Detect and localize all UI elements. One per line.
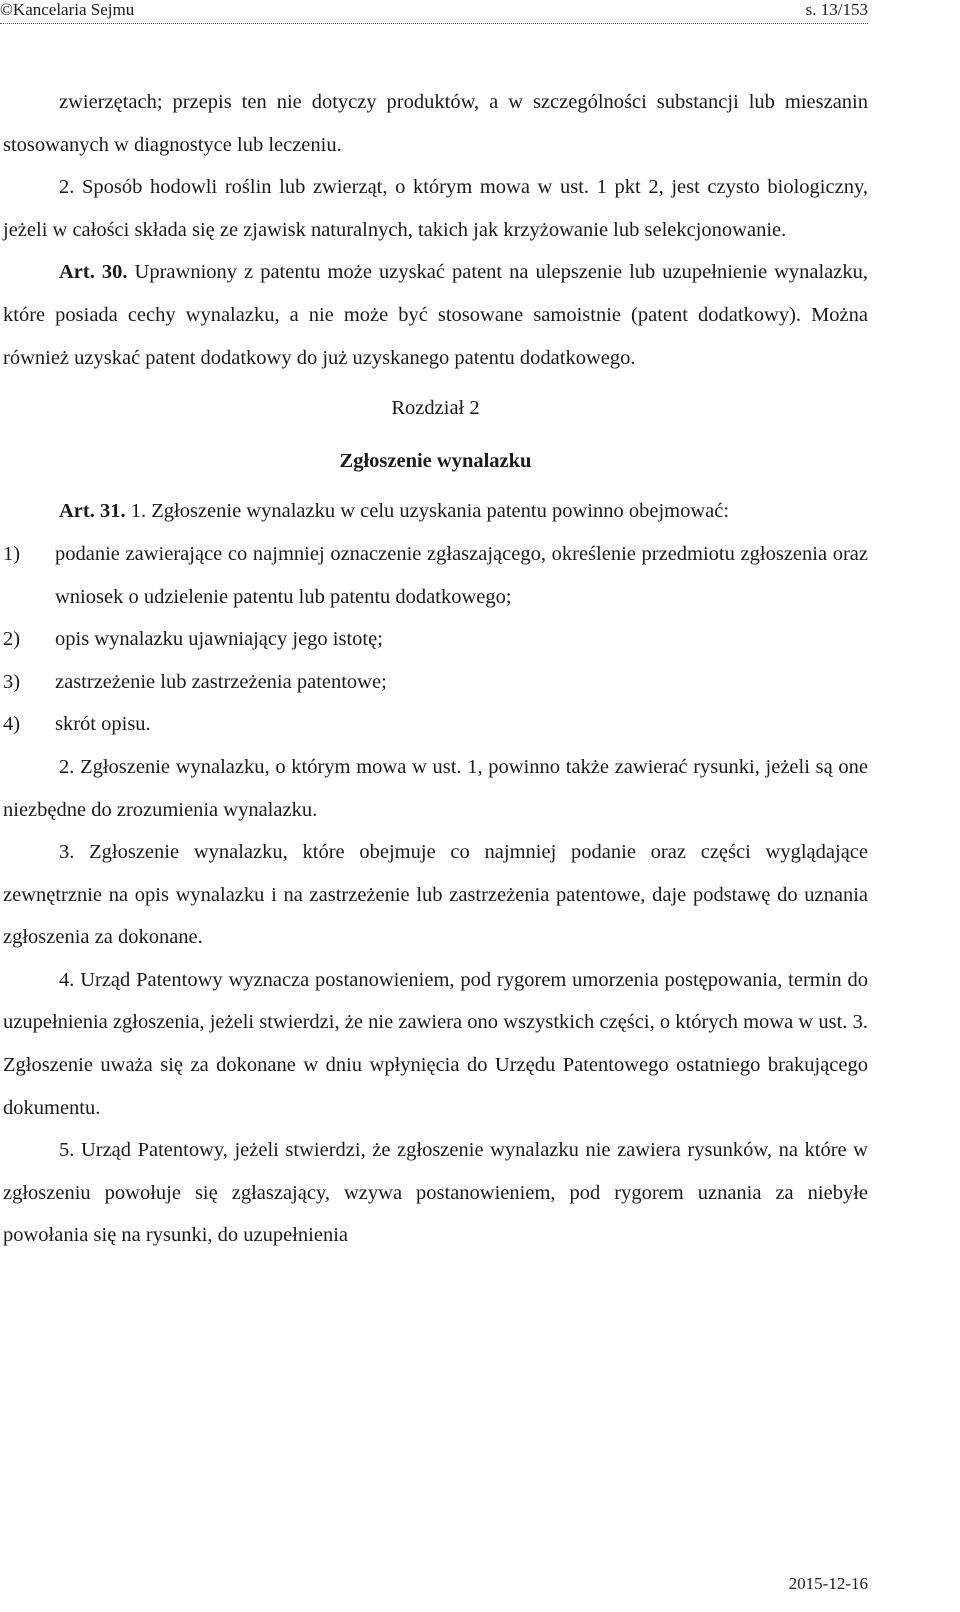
footer-date: 2015-12-16 <box>788 1574 868 1593</box>
list-item-number: 2) <box>3 628 21 651</box>
header-divider <box>0 23 868 24</box>
article-label: Art. 30. <box>59 261 128 284</box>
list-item-number: 4) <box>3 713 21 736</box>
list-item-number: 3) <box>3 670 21 693</box>
article-text: Uprawniony z patentu może uzyskać patent na ulepszenie lub uzupełnienie wynalazku, które posiada cechy wynalazku, a nie może być stosowane samoistnie (patent dodatkowy). Można również uzyskać patent dodatkowy do już uzyskanego patentu dodatkowego. <box>3 261 868 369</box>
publisher-label: ©Kancelaria Sejmu <box>0 0 135 19</box>
chapter-number: Rozdział 2 <box>391 397 480 420</box>
list-item-text: podanie zawierające co najmniej oznaczenie zgłaszającego, określenie przedmiotu zgłoszenia oraz wniosek o udzielenie patentu lub patentu dodatkowego; <box>55 542 868 608</box>
article-label: Art. 31. <box>59 500 126 523</box>
article-text: 1. Zgłoszenie wynalazku w celu uzyskania patentu powinno obejmować: <box>125 500 730 523</box>
page-header <box>0 0 868 24</box>
paragraph-ust-2: 2. Zgłoszenie wynalazku, o którym mowa w ust. 1, powinno także zawierać rysunki, jeżeli są one niezbędne do zrozumienia wynalazku. <box>3 755 868 821</box>
list-item-text: skrót opisu. <box>55 713 151 736</box>
list-item <box>3 661 868 704</box>
list-item <box>3 618 868 661</box>
page-number: s. 13/153 <box>805 0 868 19</box>
list-item-text: zastrzeżenie lub zastrzeżenia patentowe; <box>55 670 387 693</box>
list-item <box>3 703 868 746</box>
chapter-title: Zgłoszenie wynalazku <box>339 449 532 472</box>
paragraph-continued: zwierzętach; przepis ten nie dotyczy produktów, a w szczególności substancji lub mieszanin stosowanych w diagnostyce lub leczeniu. <box>3 91 868 156</box>
paragraph-ust-3: 3. Zgłoszenie wynalazku, które obejmuje co najmniej podanie oraz części wyglądające zewnętrznie na opis wynalazku i na zastrzeżenie lub zastrzeżenia patentowe, daje podstawę do uznania zgłoszenia za dokonane. <box>3 841 868 949</box>
document-body <box>3 81 868 1257</box>
list-item-text: opis wynalazku ujawniający jego istotę; <box>55 628 383 651</box>
paragraph-ust-4: 4. Urząd Patentowy wyznacza postanowieniem, pod rygorem umorzenia postępowania, termin do uzupełnienia zgłoszenia, jeżeli stwierdzi, że nie zawiera ono wszystkich części, o których mowa w ust. 3. Zgłoszenie uważa się za dokonane w dniu wpłynięcia do Urzędu Patentowego ostatniego brakującego dokumentu. <box>3 968 868 1119</box>
article-30 <box>3 251 868 379</box>
paragraph-ust-5: 5. Urząd Patentowy, jeżeli stwierdzi, że zgłoszenie wynalazku nie zawiera rysunków, na które w zgłoszeniu powołuje się zgłaszający, wzywa postanowieniem, pod rygorem uznania za niebyłe powołania się na rysunki, do uzupełnienia <box>3 1139 868 1247</box>
paragraph-ust-2: 2. Sposób hodowli roślin lub zwierząt, o którym mowa w ust. 1 pkt 2, jest czysto biologiczny, jeżeli w całości składa się ze zjawisk naturalnych, takich jak krzyżowanie lub selekcjonowanie. <box>3 176 868 241</box>
list-item <box>3 533 868 618</box>
article-31 <box>3 490 868 533</box>
list-item-number: 1) <box>3 542 21 565</box>
